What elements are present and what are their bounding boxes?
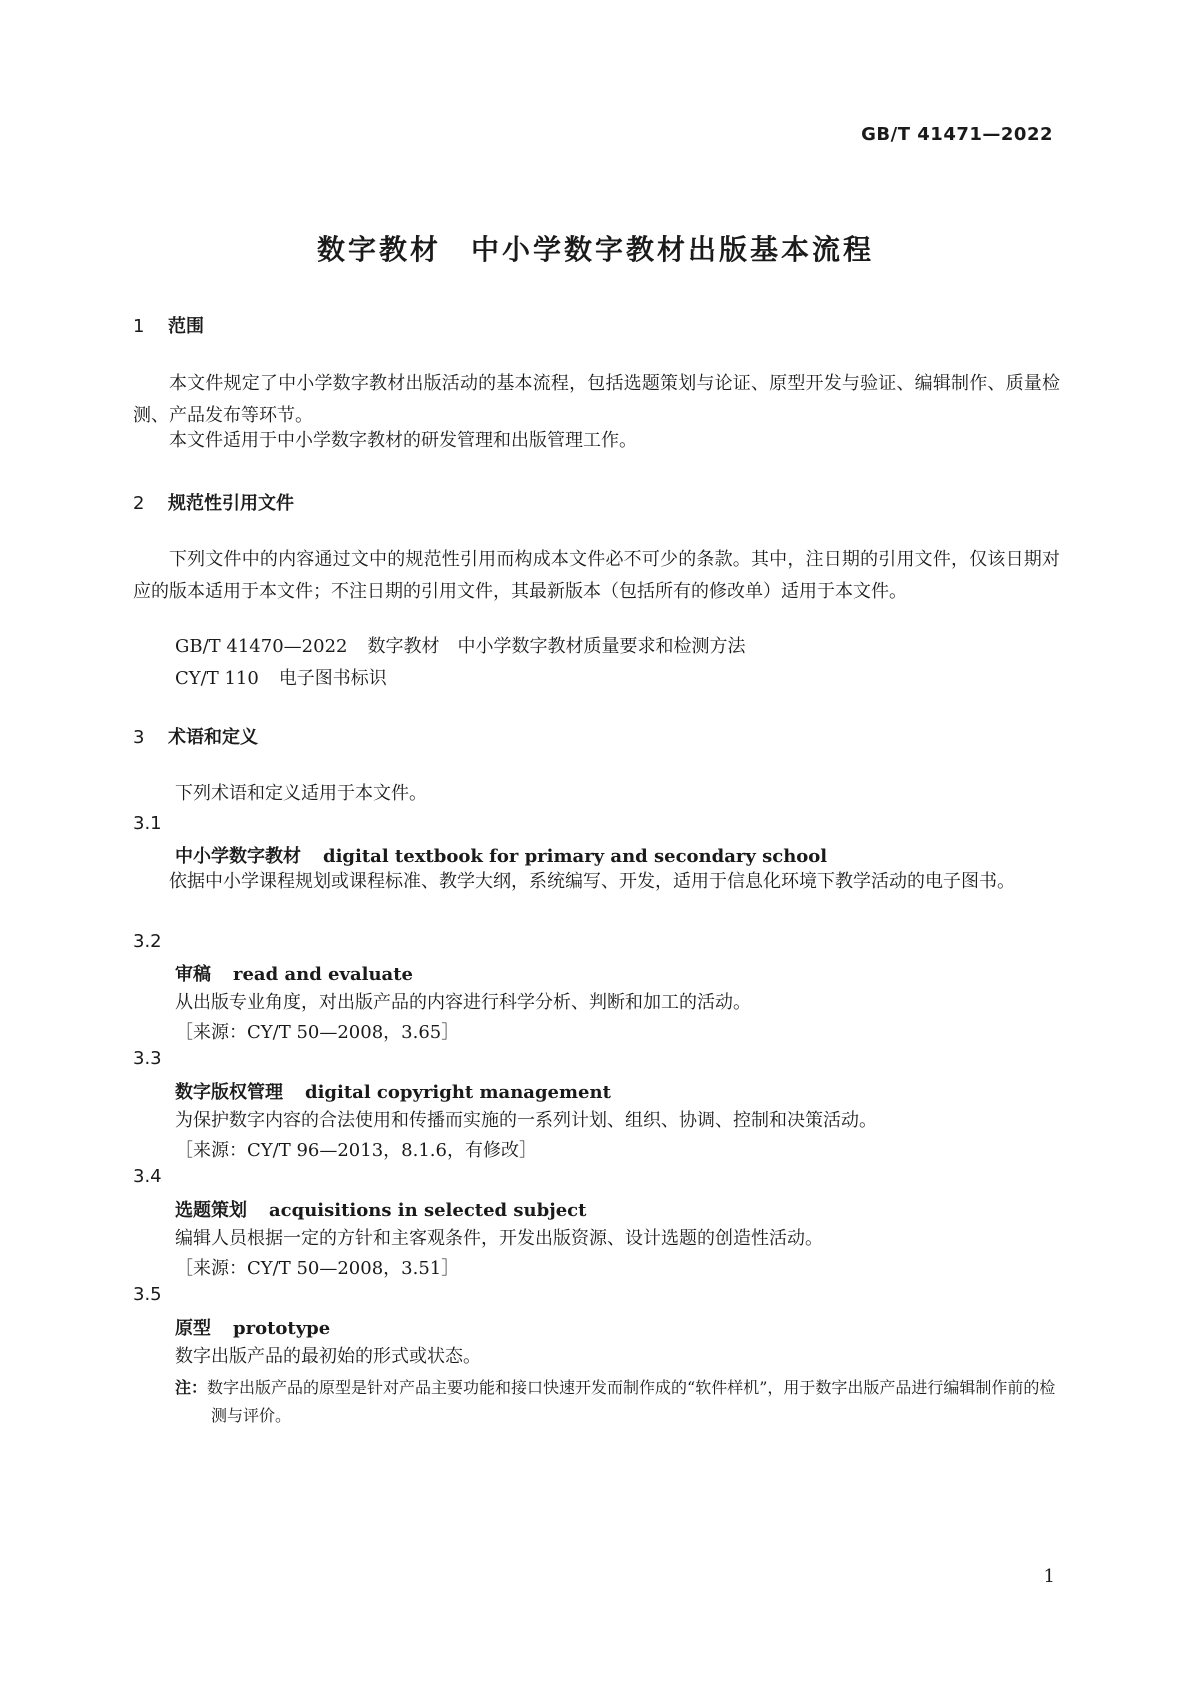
- term-zh: 选题策划: [175, 1200, 247, 1221]
- scope-paragraph-2: 本文件适用于中小学数字教材的研发管理和出版管理工作。: [169, 430, 637, 451]
- title-part-2: 中小学数字教材出版基本流程: [471, 233, 875, 266]
- term-definition: 编辑人员根据一定的方针和主客观条件，开发出版资源、设计选题的创造性活动。: [175, 1228, 823, 1249]
- section-1-heading: [133, 312, 204, 338]
- term-zh: 原型: [175, 1318, 211, 1339]
- term-zh: 数字版权管理: [175, 1082, 283, 1103]
- term-en: digital copyright management: [305, 1082, 611, 1103]
- reference-title: 电子图书标识: [278, 668, 387, 689]
- reference-title: 数字教材 中小学数字教材质量要求和检测方法: [367, 636, 746, 657]
- page-number: 1: [1043, 1566, 1055, 1587]
- term-heading: [175, 842, 827, 868]
- scope-paragraph-1: 本文件规定了中小学数字教材出版活动的基本流程，包括选题策划与论证、原型开发与验证、编辑制作、质量检测、产品发布等环节。: [133, 373, 1060, 426]
- term-en: acquisitions in selected subject: [269, 1200, 587, 1221]
- term-source: ［来源：CY/T 50—2008，3.65］: [175, 1022, 460, 1043]
- section-2-heading: [133, 489, 294, 515]
- term-en: read and evaluate: [233, 964, 413, 985]
- normative-refs-paragraph: 下列文件中的内容通过文中的规范性引用而构成本文件必不可少的条款。其中，注日期的引用文件，仅该日期对应的版本适用于本文件；不注日期的引用文件，其最新版本（包括所有的修改单）适用于本文件。: [133, 549, 1060, 602]
- section-number: 2: [133, 493, 145, 514]
- term-source: ［来源：CY/T 50—2008，3.51］: [175, 1258, 460, 1279]
- term-number: 3.3: [133, 1048, 162, 1069]
- term-note: [175, 1374, 1060, 1430]
- reference-code: GB/T 41470—2022: [175, 636, 348, 657]
- term-definition: 从出版专业角度，对出版产品的内容进行科学分析、判断和加工的活动。: [175, 992, 751, 1013]
- note-label: 注：: [175, 1378, 208, 1397]
- term-zh: 中小学数字教材: [175, 846, 301, 867]
- section-title: 范围: [168, 316, 204, 337]
- term-definition: 为保护数字内容的合法使用和传播而实施的一系列计划、组织、协调、控制和决策活动。: [175, 1110, 877, 1131]
- reference-2: [175, 664, 387, 690]
- term-number: 3.5: [133, 1284, 162, 1305]
- title-part-1: 数字教材: [316, 233, 441, 266]
- standard-number: GB/T 41471—2022: [861, 124, 1053, 145]
- reference-1: [175, 632, 745, 658]
- term-en: prototype: [233, 1318, 331, 1339]
- term-definition: 依据中小学课程规划或课程标准、教学大纲，系统编写、开发，适用于信息化环境下教学活动的电子图书。: [169, 871, 1015, 892]
- term-heading: [175, 1196, 586, 1222]
- note-text: 数字出版产品的原型是针对产品主要功能和接口快速开发而制作成的“软件样机”，用于数字出版产品进行编辑制作前的检测与评价。: [207, 1378, 1056, 1425]
- section-3-heading: [133, 723, 258, 749]
- section-number: 3: [133, 727, 145, 748]
- term-number: 3.4: [133, 1166, 162, 1187]
- term-number: 3.1: [133, 813, 162, 834]
- term-number: 3.2: [133, 931, 162, 952]
- term-definition: 数字出版产品的最初始的形式或状态。: [175, 1346, 481, 1367]
- terms-intro: 下列术语和定义适用于本文件。: [175, 783, 427, 804]
- term-heading: [175, 1314, 330, 1340]
- term-en: digital textbook for primary and secondary school: [323, 846, 828, 867]
- document-title: [0, 228, 1191, 268]
- section-title: 规范性引用文件: [168, 493, 294, 514]
- term-heading: [175, 960, 413, 986]
- section-title: 术语和定义: [168, 727, 258, 748]
- term-zh: 审稿: [175, 964, 211, 985]
- reference-code: CY/T 110: [175, 668, 259, 689]
- term-heading: [175, 1078, 611, 1104]
- section-number: 1: [133, 316, 145, 337]
- term-source: ［来源：CY/T 96—2013，8.1.6，有修改］: [175, 1140, 537, 1161]
